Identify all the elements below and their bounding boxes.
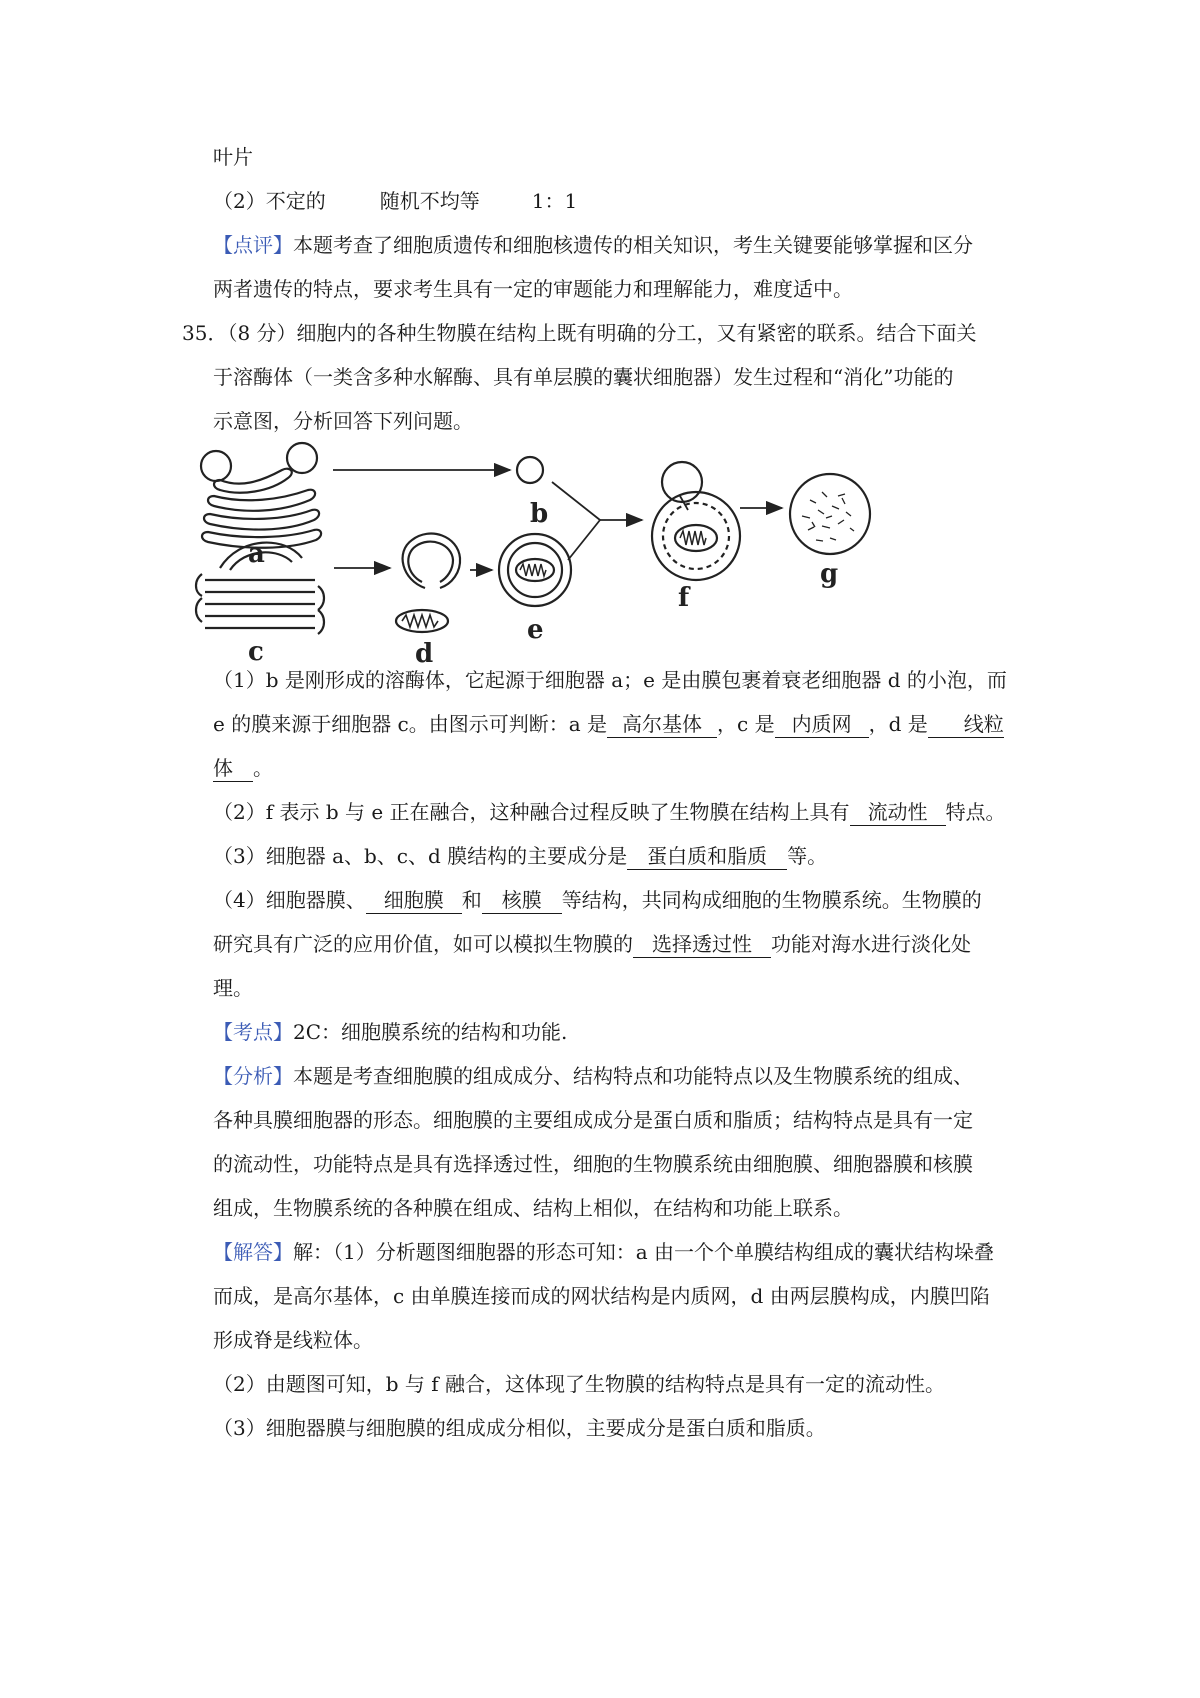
subquestion-4-line-2 (213, 929, 971, 959)
fenxi-line: 的流动性，功能特点是具有选择透过性，细胞的生物膜系统由细胞膜、细胞器膜和核膜 (213, 1152, 973, 1176)
text: ，c 是 (717, 712, 775, 736)
label-g: g (820, 559, 839, 589)
debris-g (802, 492, 854, 541)
kaodian-line (213, 1017, 567, 1047)
subquestion-1-line-3 (213, 753, 273, 783)
text: 特点。 (945, 800, 1006, 824)
question-stem: 示意图，分析回答下列问题。 (213, 409, 473, 433)
fenxi-line: 组成，生物膜系统的各种膜在组成、结构上相似，在结构和功能上联系。 (213, 1196, 853, 1220)
fenxi-line (213, 1061, 973, 1091)
answer-blank: 选择透过性 (633, 931, 771, 958)
text: 等。 (787, 844, 828, 868)
jieda-line (213, 1237, 994, 1267)
question-stem: 35．（8 分）细胞内的各种生物膜在结构上既有明确的分工，又有紧密的联系。结合下面关 (182, 321, 977, 345)
answer-blank: 高尔基体 (607, 711, 717, 738)
subquestion-4 (213, 885, 982, 915)
lysosome-diagram (190, 440, 1050, 665)
label-b: b (530, 499, 549, 529)
answer-line: 叶片 (213, 145, 253, 169)
label-d: d (415, 639, 434, 665)
lysosome-b (517, 457, 543, 483)
text: 功能对海水进行淡化处 (771, 932, 971, 956)
jieda-line: 而成，是高尔基体，c 由单膜连接而成的网状结构是内质网，d 由两层膜构成，内膜凹陷 (213, 1284, 990, 1308)
golgi-apparatus-a (201, 443, 321, 548)
kaodian-tag: 【考点】 (213, 1020, 293, 1044)
text: （2）f 表示 b 与 e 正在融合，这种融合过程反映了生物膜在结构上具有 (213, 800, 850, 824)
subquestion-1: （1）b 是刚形成的溶酶体，它起源于细胞器 a；e 是由膜包裹着衰老细胞器 d 的小泡，而 (213, 668, 1007, 692)
label-c: c (248, 637, 264, 665)
text: 研究具有广泛的应用价值，如可以模拟生物膜的 (213, 932, 633, 956)
question-stem: 于溶酶体（一类含多种水解酶、具有单层膜的囊状细胞器）发生过程和“消化”功能的 (213, 365, 954, 389)
kaodian-text: 2C：细胞膜系统的结构和功能. (293, 1020, 568, 1044)
text: （3）细胞器 a、b、c、d 膜结构的主要成分是 (213, 844, 628, 868)
label-f: f (678, 583, 690, 613)
label-a: a (248, 539, 265, 569)
answer-blank: 体 (213, 755, 253, 782)
subquestion-3 (213, 841, 827, 871)
answer-text: 1：1 (531, 189, 578, 213)
review-text: 本题考查了细胞质遗传和细胞核遗传的相关知识，考生关键要能够掌握和区分 (293, 233, 973, 257)
review-line: 两者遗传的特点，要求考生具有一定的审题能力和理解能力，难度适中。 (213, 277, 853, 301)
jieda-line: （2）由题图可知，b 与 f 融合，这体现了生物膜的结构特点是具有一定的流动性。 (213, 1372, 946, 1396)
answer-blank: 流动性 (850, 799, 946, 826)
text: （4）细胞器膜、 (213, 888, 366, 912)
fenxi-tag: 【分析】 (213, 1064, 293, 1088)
jieda-text: 解：（1）分析题图细胞器的形态可知：a 由一个个单膜结构组成的囊状结构垛叠 (293, 1240, 995, 1264)
answer-blank: 线粒 (928, 711, 1004, 738)
fenxi-line: 各种具膜细胞器的形态。细胞膜的主要组成成分是蛋白质和脂质；结构特点是具有一定 (213, 1108, 973, 1132)
jieda-line: （3）细胞器膜与细胞膜的组成成分相似，主要成分是蛋白质和脂质。 (213, 1416, 826, 1440)
answer-blank: 蛋白质和脂质 (627, 843, 787, 870)
review-line (213, 230, 973, 260)
text: 等结构，共同构成细胞的生物膜系统。生物膜的 (561, 888, 982, 912)
text: 和 (461, 888, 482, 912)
answer-blank: 核膜 (482, 887, 562, 914)
jieda-line: 形成脊是线粒体。 (213, 1328, 373, 1352)
vesicle-d (403, 534, 460, 588)
answer-line-2 (213, 186, 577, 216)
fusion-f (652, 462, 740, 580)
subquestion-2 (213, 797, 1006, 827)
autophagosome-e (499, 534, 571, 606)
answer-blank: 细胞膜 (366, 887, 462, 914)
arrow-e-line (568, 520, 600, 560)
text: e 的膜来源于细胞器 c。由图示可判断：a 是 (213, 712, 608, 736)
answer-blank: 内质网 (775, 711, 869, 738)
answer-text: 随机不均等 (379, 189, 480, 213)
label-e: e (527, 615, 544, 645)
digested-g (790, 474, 870, 554)
mitochondrion-d (396, 610, 448, 632)
arrow-b-line (552, 482, 600, 520)
review-tag: 【点评】 (213, 233, 293, 257)
answer-text: （2）不定的 (213, 189, 326, 213)
text: ，d 是 (868, 712, 928, 736)
text: 。 (253, 756, 273, 780)
subquestion-4-line-3: 理。 (213, 976, 253, 1000)
fenxi-text: 本题是考查细胞膜的组成成分、结构特点和功能特点以及生物膜系统的组成、 (293, 1064, 973, 1088)
subquestion-1-line-2 (213, 709, 1004, 739)
jieda-tag: 【解答】 (213, 1240, 293, 1264)
